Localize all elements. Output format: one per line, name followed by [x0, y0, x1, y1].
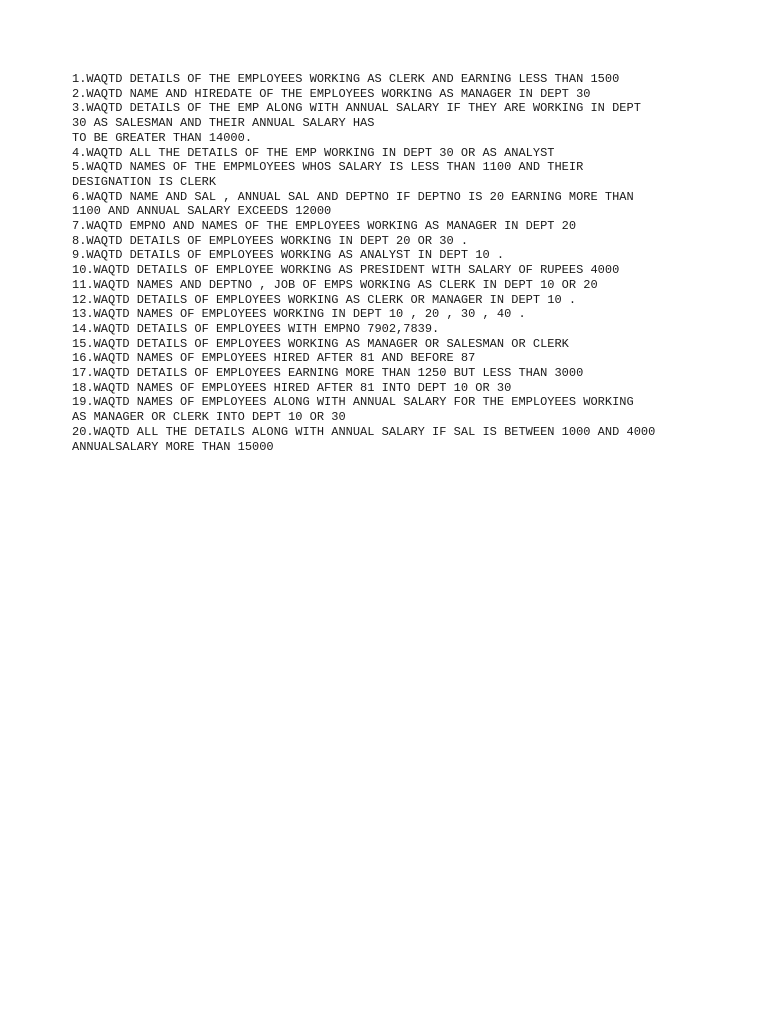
text-line: 5.WAQTD NAMES OF THE EMPMLOYEES WHOS SALARY IS LESS THAN 1100 AND THEIR: [72, 160, 584, 175]
text-line: 13.WAQTD NAMES OF EMPLOYEES WORKING IN DEPT 10 , 20 , 30 , 40 .: [72, 307, 526, 322]
text-line: 9.WAQTD DETAILS OF EMPLOYEES WORKING AS ANALYST IN DEPT 10 .: [72, 248, 505, 263]
text-line: 14.WAQTD DETAILS OF EMPLOYEES WITH EMPNO 7902,7839.: [72, 321, 440, 336]
text-line: 3.WAQTD DETAILS OF THE EMP ALONG WITH ANNUAL SALARY IF THEY ARE WORKING IN DEPT: [72, 101, 641, 116]
text-line: ANNUALSALARY MORE THAN 15000: [72, 439, 274, 454]
text-line: 20.WAQTD ALL THE DETAILS ALONG WITH ANNUAL SALARY IF SAL IS BETWEEN 1000 AND 4000: [72, 424, 656, 439]
text-line: DESIGNATION IS CLERK: [72, 174, 217, 189]
text-line: 8.WAQTD DETAILS OF EMPLOYEES WORKING IN DEPT 20 OR 30 .: [72, 233, 469, 248]
text-line: 4.WAQTD ALL THE DETAILS OF THE EMP WORKING IN DEPT 30 OR AS ANALYST: [72, 145, 555, 160]
text-line: 7.WAQTD EMPNO AND NAMES OF THE EMPLOYEES WORKING AS MANAGER IN DEPT 20: [72, 219, 577, 234]
text-line: 15.WAQTD DETAILS OF EMPLOYEES WORKING AS MANAGER OR SALESMAN OR CLERK: [72, 336, 569, 351]
text-line: 30 AS SALESMAN AND THEIR ANNUAL SALARY HAS: [72, 116, 375, 131]
text-line: 12.WAQTD DETAILS OF EMPLOYEES WORKING AS CLERK OR MANAGER IN DEPT 10 .: [72, 292, 577, 307]
text-line: 11.WAQTD NAMES AND DEPTNO , JOB OF EMPS WORKING AS CLERK IN DEPT 10 OR 20: [72, 277, 598, 292]
text-line: 2.WAQTD NAME AND HIREDATE OF THE EMPLOYEES WORKING AS MANAGER IN DEPT 30: [72, 86, 591, 101]
text-line: 16.WAQTD NAMES OF EMPLOYEES HIRED AFTER 81 AND BEFORE 87: [72, 351, 476, 366]
text-line: AS MANAGER OR CLERK INTO DEPT 10 OR 30: [72, 410, 346, 425]
text-line: 19.WAQTD NAMES OF EMPLOYEES ALONG WITH ANNUAL SALARY FOR THE EMPLOYEES WORKING: [72, 395, 634, 410]
text-line: 18.WAQTD NAMES OF EMPLOYEES HIRED AFTER 81 INTO DEPT 10 OR 30: [72, 380, 512, 395]
text-line: 6.WAQTD NAME AND SAL , ANNUAL SAL AND DEPTNO IF DEPTNO IS 20 EARNING MORE THAN: [72, 189, 634, 204]
text-line: 10.WAQTD DETAILS OF EMPLOYEE WORKING AS PRESIDENT WITH SALARY OF RUPEES 4000: [72, 263, 620, 278]
text-line: 17.WAQTD DETAILS OF EMPLOYEES EARNING MORE THAN 1250 BUT LESS THAN 3000: [72, 366, 584, 381]
text-line: TO BE GREATER THAN 14000.: [72, 130, 253, 145]
document-body: [72, 72, 752, 454]
text-line: 1.WAQTD DETAILS OF THE EMPLOYEES WORKING AS CLERK AND EARNING LESS THAN 1500: [72, 72, 620, 86]
text-line: 1100 AND ANNUAL SALARY EXCEEDS 12000: [72, 204, 332, 219]
